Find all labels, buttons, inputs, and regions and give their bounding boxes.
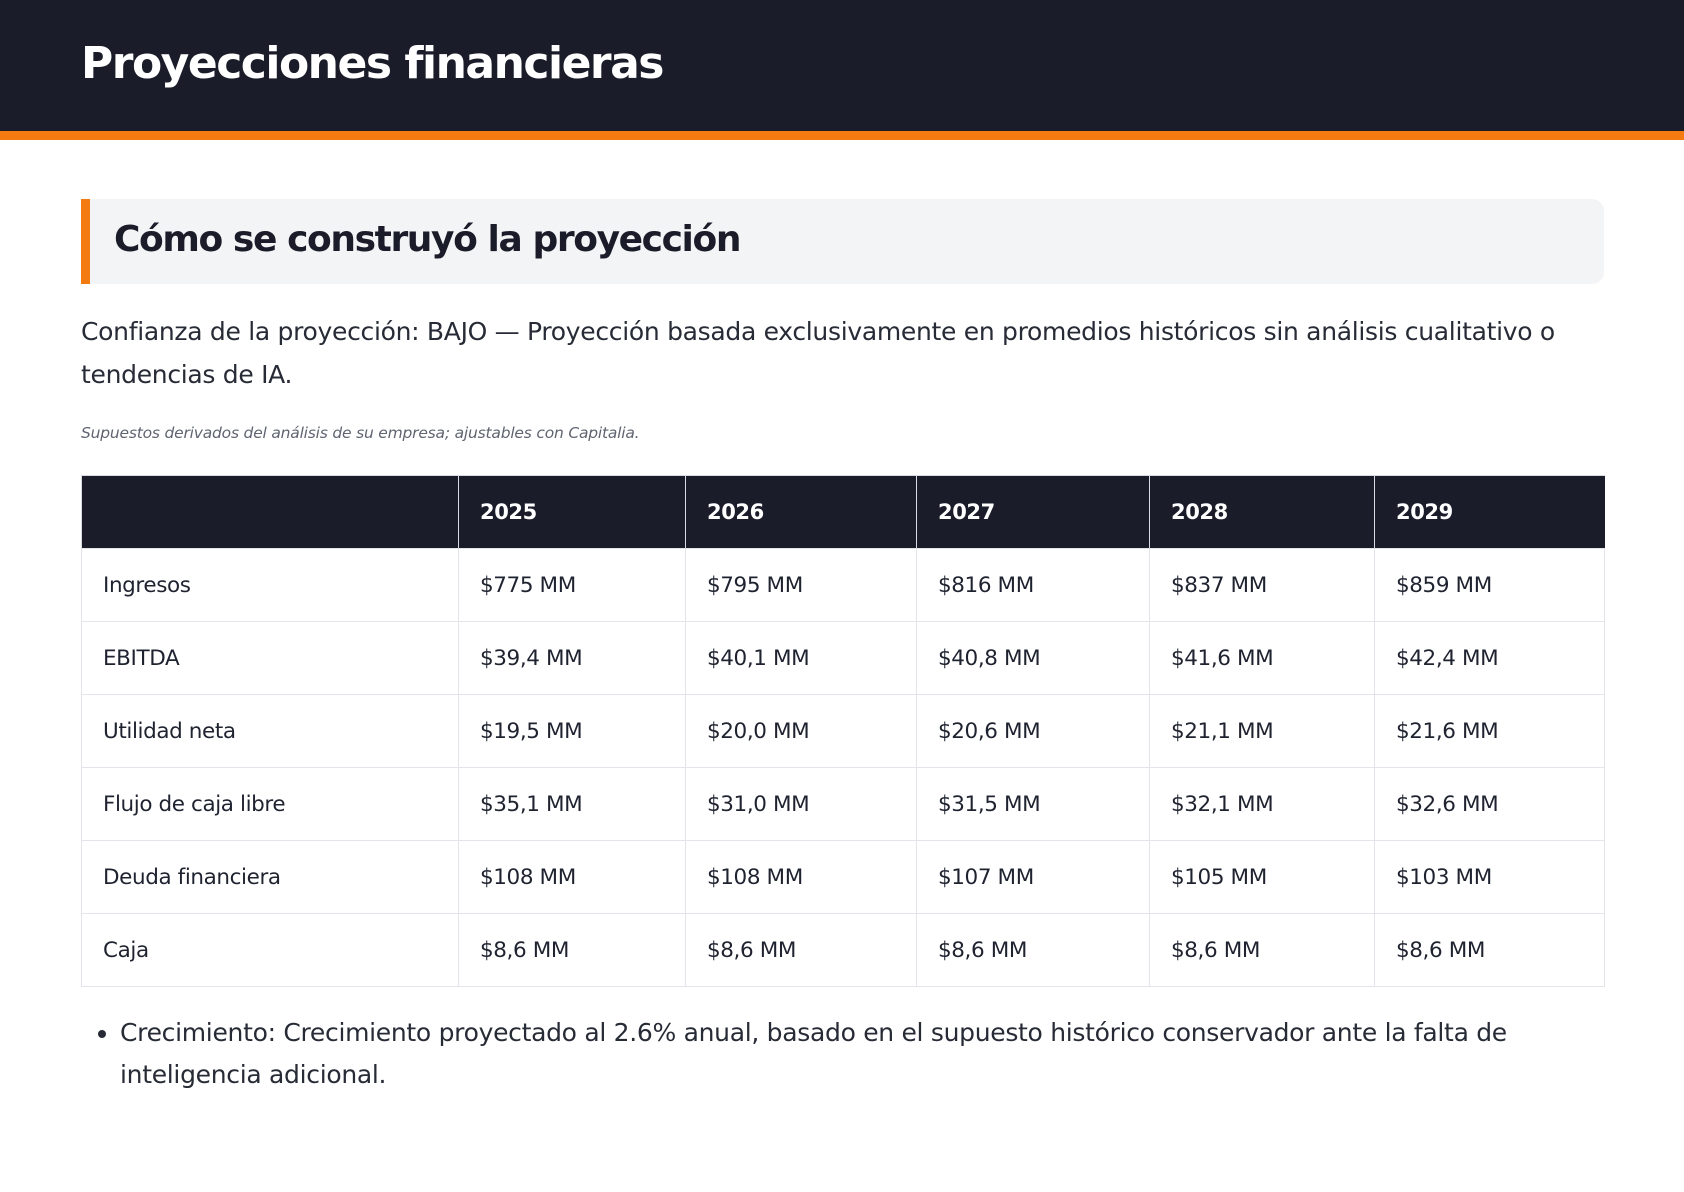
list-item: • Crecimiento: Crecimiento proyectado al 2.6% anual, basado en el supuesto histórico conservador ante la falta de inteligencia adicional.: [120, 1012, 1604, 1096]
table-row: [82, 695, 1605, 768]
table-cell: $816 MM: [917, 549, 1150, 622]
page-title: Proyecciones financieras: [81, 38, 663, 89]
table-header-row: [82, 476, 1605, 549]
section-heading-box: [81, 199, 1604, 284]
table-row: [82, 841, 1605, 914]
confidence-text: Confianza de la proyección: BAJO — Proyección basada exclusivamente en promedios históricos sin análisis cualitativo o tendencias de IA.: [81, 317, 1555, 389]
table-cell: $859 MM: [1375, 549, 1605, 622]
row-label: Deuda financiera: [82, 841, 459, 914]
assumptions-note: Supuestos derivados del análisis de su empresa; ajustables con Capitalia.: [81, 424, 640, 442]
table-cell: $41,6 MM: [1150, 622, 1375, 695]
table-row: [82, 914, 1605, 987]
table-cell: $21,6 MM: [1375, 695, 1605, 768]
table-cell: $31,0 MM: [686, 768, 917, 841]
table-cell: $8,6 MM: [917, 914, 1150, 987]
table-header-cell: 2027: [917, 476, 1150, 549]
table-cell: $31,5 MM: [917, 768, 1150, 841]
table-cell: $21,1 MM: [1150, 695, 1375, 768]
header-accent-line: [0, 131, 1684, 140]
table-header-cell: 2026: [686, 476, 917, 549]
table-cell: $8,6 MM: [1150, 914, 1375, 987]
table-cell: $775 MM: [459, 549, 686, 622]
row-label: Utilidad neta: [82, 695, 459, 768]
table-cell: $105 MM: [1150, 841, 1375, 914]
section-title: Cómo se construyó la proyección: [114, 219, 741, 260]
table-cell: $19,5 MM: [459, 695, 686, 768]
table-cell: $40,1 MM: [686, 622, 917, 695]
table-cell: $32,6 MM: [1375, 768, 1605, 841]
table-cell: $8,6 MM: [1375, 914, 1605, 987]
table-cell: $20,0 MM: [686, 695, 917, 768]
table-header-cell: [82, 476, 459, 549]
row-label: Ingresos: [82, 549, 459, 622]
table-cell: $35,1 MM: [459, 768, 686, 841]
table-cell: $795 MM: [686, 549, 917, 622]
table-row: [82, 549, 1605, 622]
table-cell: $40,8 MM: [917, 622, 1150, 695]
table-cell: $8,6 MM: [686, 914, 917, 987]
table-cell: $108 MM: [459, 841, 686, 914]
table-cell: $42,4 MM: [1375, 622, 1605, 695]
table-header-cell: 2028: [1150, 476, 1375, 549]
table-cell: $107 MM: [917, 841, 1150, 914]
table-cell: $108 MM: [686, 841, 917, 914]
header-bar: [0, 0, 1684, 131]
table-cell: $103 MM: [1375, 841, 1605, 914]
table-cell: $837 MM: [1150, 549, 1375, 622]
table-header-cell: 2029: [1375, 476, 1605, 549]
table-cell: $20,6 MM: [917, 695, 1150, 768]
table-cell: $32,1 MM: [1150, 768, 1375, 841]
projection-table: [81, 475, 1605, 987]
table-row: [82, 768, 1605, 841]
row-label: EBITDA: [82, 622, 459, 695]
table-cell: $8,6 MM: [459, 914, 686, 987]
assumptions-list: [81, 1012, 1604, 1096]
table-cell: $39,4 MM: [459, 622, 686, 695]
row-label: Caja: [82, 914, 459, 987]
table-row: [82, 622, 1605, 695]
table-header-cell: 2025: [459, 476, 686, 549]
row-label: Flujo de caja libre: [82, 768, 459, 841]
